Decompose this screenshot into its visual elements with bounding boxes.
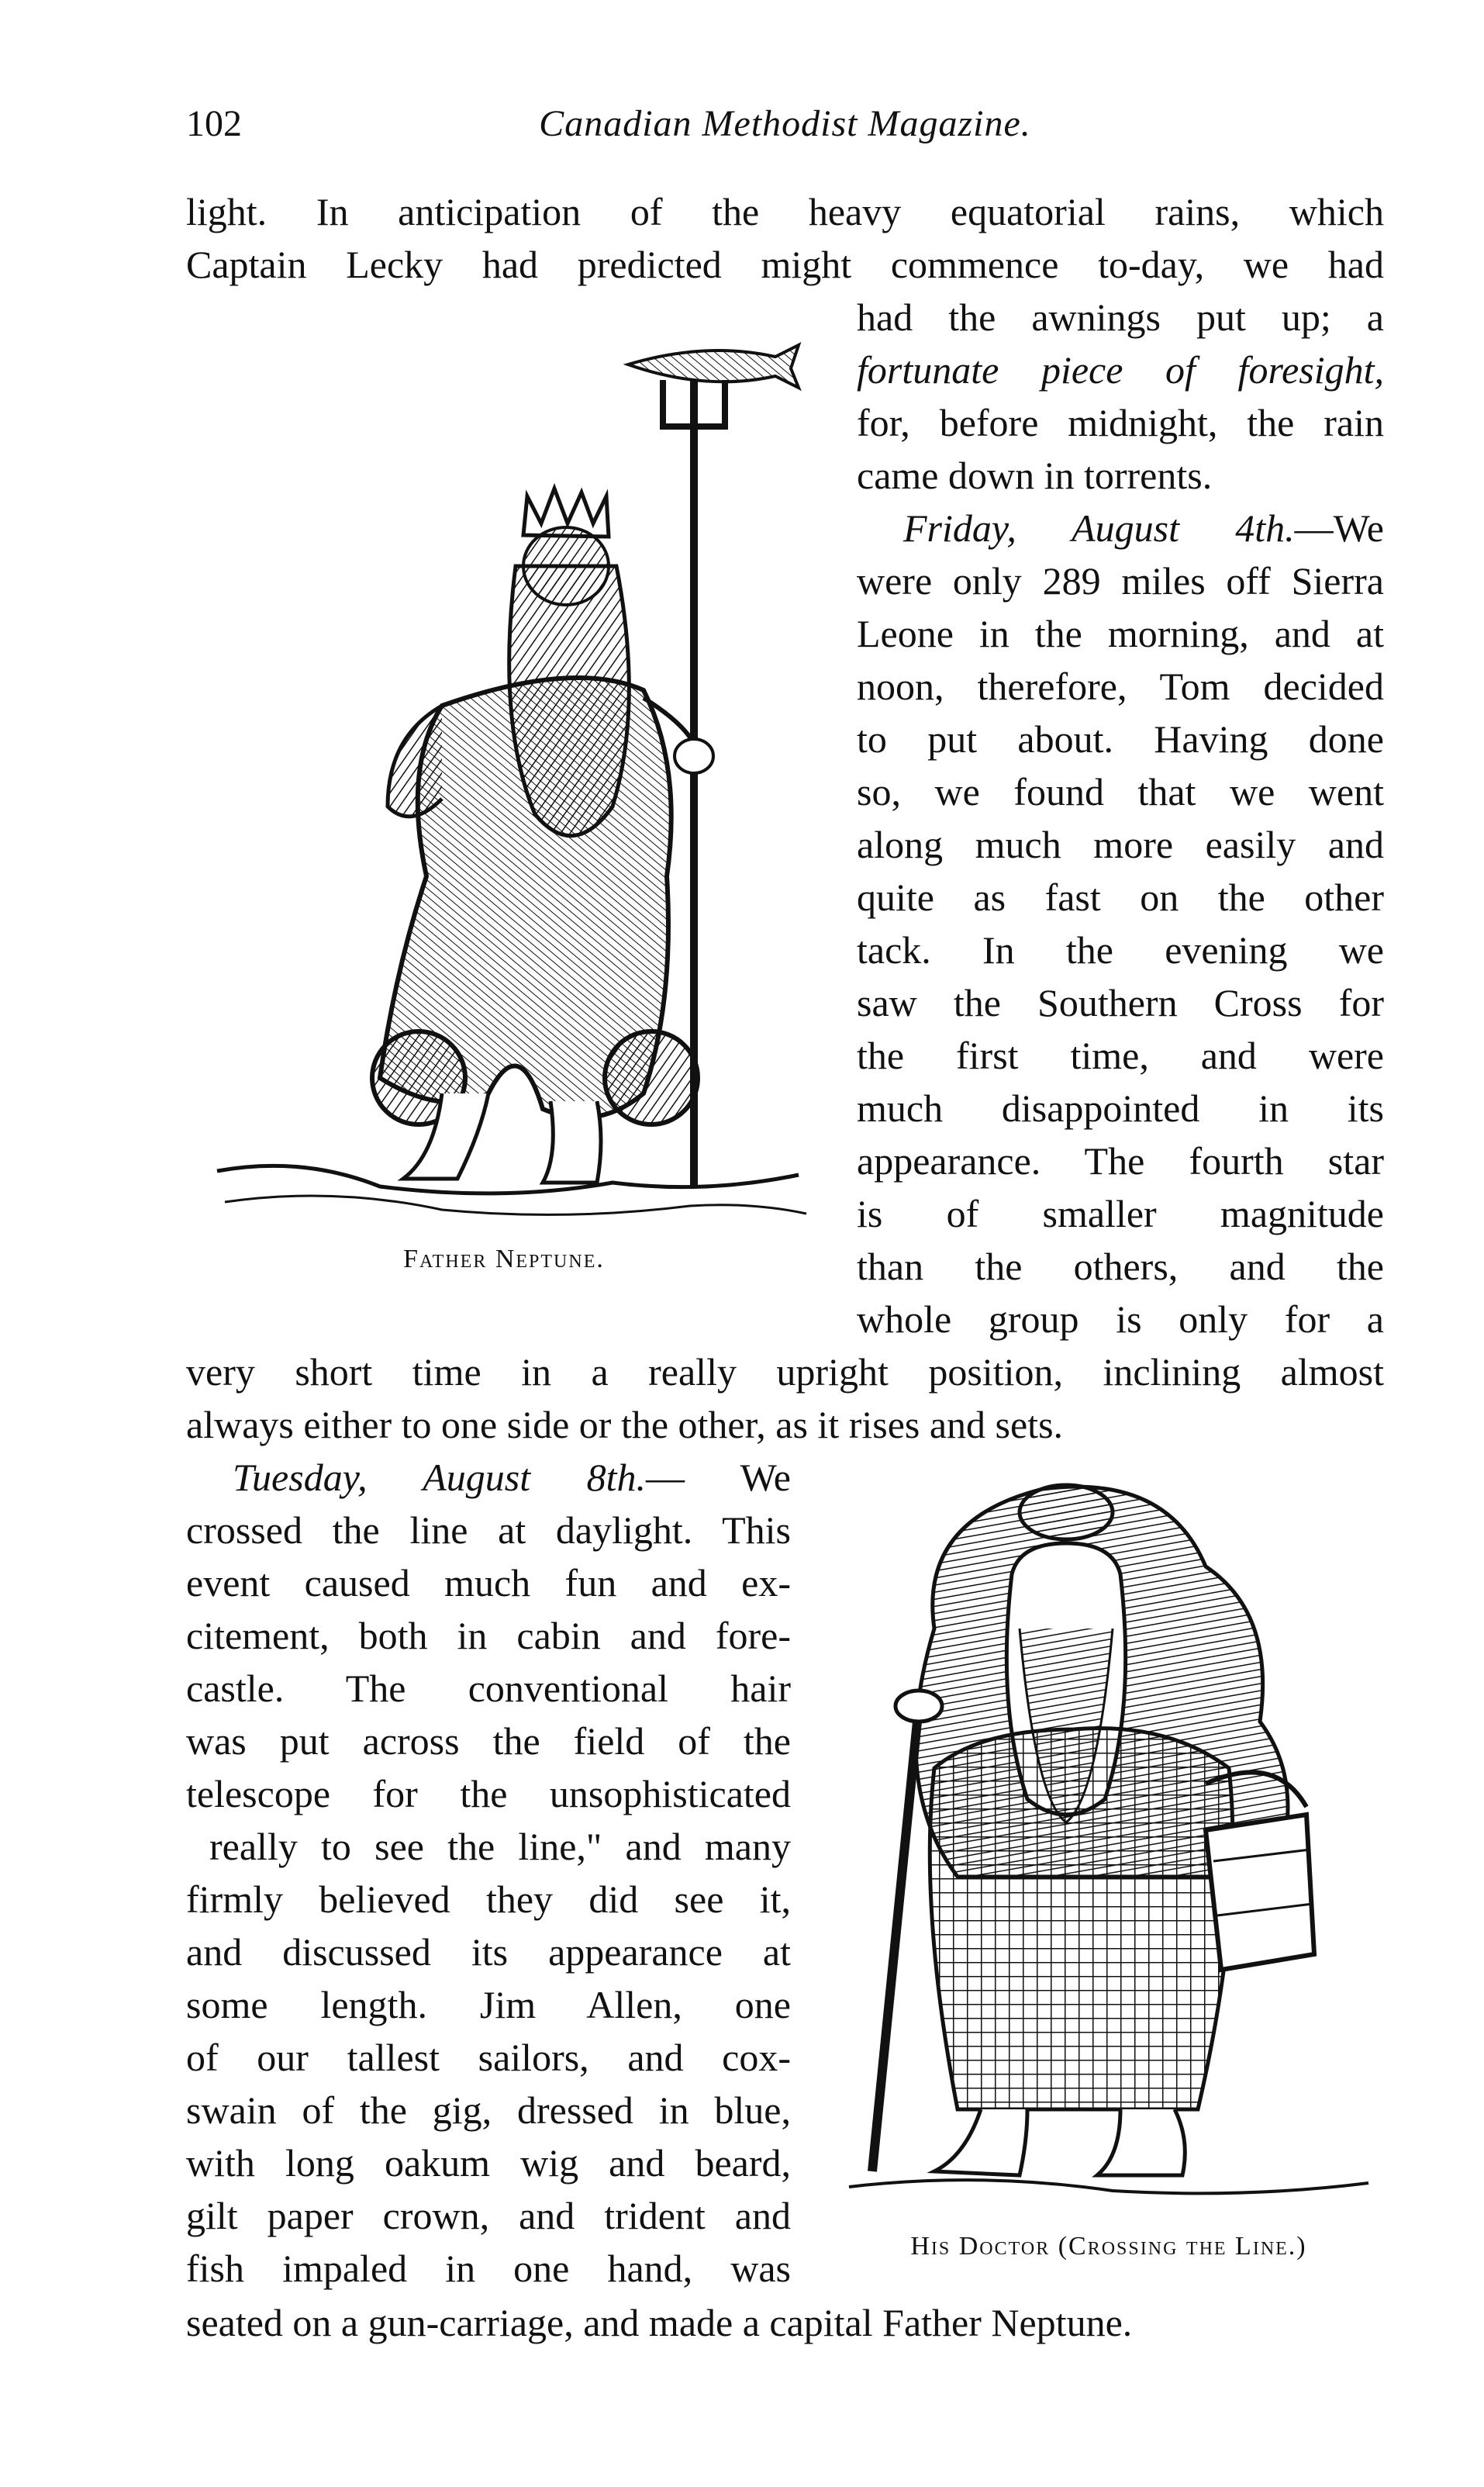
text-line: Leone in the morning, and at bbox=[857, 612, 1384, 655]
page-number: 102 bbox=[186, 103, 242, 144]
text-line: had the awnings put up; a bbox=[857, 295, 1384, 339]
text-line: to put about. Having done bbox=[857, 717, 1384, 761]
father-neptune-illustration bbox=[209, 333, 814, 1233]
text-line: fish impaled in one hand, was bbox=[186, 2247, 791, 2290]
text-run: — We bbox=[646, 1456, 791, 1499]
ships-doctor-illustration bbox=[841, 1473, 1376, 2202]
journal-title: Canadian Methodist Magazine. bbox=[539, 103, 1031, 144]
text-line: quite as fast on the other bbox=[857, 876, 1384, 919]
text-line: than the others, and the bbox=[857, 1245, 1384, 1288]
text-line: and discussed its appearance at bbox=[186, 1930, 791, 1974]
text-line: telescope for the unsophisticated bbox=[186, 1772, 791, 1815]
text-line: were only 289 miles off Sierra bbox=[857, 559, 1384, 603]
ships-doctor-illustration bbox=[841, 1473, 1376, 2202]
text-line: event caused much fun and ex- bbox=[186, 1561, 791, 1604]
text-line: firmly believed they did see it, bbox=[186, 1877, 791, 1921]
text-line: very short time in a really upright position, inclining almost bbox=[186, 1350, 1384, 1394]
text-line: citement, both in cabin and fore- bbox=[186, 1614, 791, 1657]
text-line: noon, therefore, Tom decided bbox=[857, 665, 1384, 708]
text-line: was put across the field of the bbox=[186, 1719, 791, 1763]
text-line: along much more easily and bbox=[857, 823, 1384, 866]
date-heading: Tuesday, August 8th. bbox=[233, 1456, 647, 1499]
text-run: —We bbox=[1294, 506, 1384, 550]
text-line: castle. The conventional hair bbox=[186, 1667, 791, 1710]
text-line: crossed the line at daylight. This bbox=[186, 1508, 791, 1552]
text-line: much disappointed in its bbox=[857, 1086, 1384, 1130]
text-line: some length. Jim Allen, one bbox=[186, 1983, 791, 2026]
italic-phrase: fortunate piece of foresight, bbox=[857, 348, 1384, 392]
text-line: of our tallest sailors, and cox- bbox=[186, 2036, 791, 2079]
text-line: swain of the gig, dressed in blue, bbox=[186, 2088, 791, 2132]
text-line: saw the Southern Cross for bbox=[857, 981, 1384, 1024]
text-line: Captain Lecky had predicted might commence to-day, we had bbox=[186, 243, 1384, 286]
text-line: appearance. The fourth star bbox=[857, 1139, 1384, 1183]
text-line: came down in torrents. bbox=[857, 454, 1213, 497]
text-line: seated on a gun-carriage, and made a capital Father Neptune. bbox=[186, 2301, 1133, 2344]
text-line: always either to one side or the other, as it rises and sets. bbox=[186, 1403, 1064, 1446]
text-line: with long oakum wig and beard, bbox=[186, 2141, 791, 2185]
date-heading: Friday, August 4th. bbox=[903, 506, 1295, 550]
running-head bbox=[186, 93, 1384, 155]
text-line: gilt paper crown, and trident and bbox=[186, 2194, 791, 2237]
figure-caption: His Doctor (Crossing the Line.) bbox=[910, 2232, 1307, 2261]
text-line: is of smaller magnitude bbox=[857, 1192, 1384, 1235]
text-line: whole group is only for a bbox=[857, 1297, 1384, 1341]
text-line: light. In anticipation of the heavy equatorial rains, which bbox=[186, 190, 1384, 233]
text-line: so, we found that we went bbox=[857, 770, 1384, 813]
text-line: really to see the line," and many bbox=[209, 1825, 791, 1868]
father-neptune-illustration bbox=[209, 333, 814, 1233]
text-line bbox=[857, 344, 1384, 396]
text-line bbox=[186, 1452, 791, 1503]
figure-caption: Father Neptune. bbox=[403, 1245, 605, 1273]
text-line: the first time, and were bbox=[857, 1034, 1384, 1077]
text-line: for, before midnight, the rain bbox=[857, 401, 1384, 444]
text-line: tack. In the evening we bbox=[857, 928, 1384, 972]
text-line bbox=[857, 503, 1384, 554]
